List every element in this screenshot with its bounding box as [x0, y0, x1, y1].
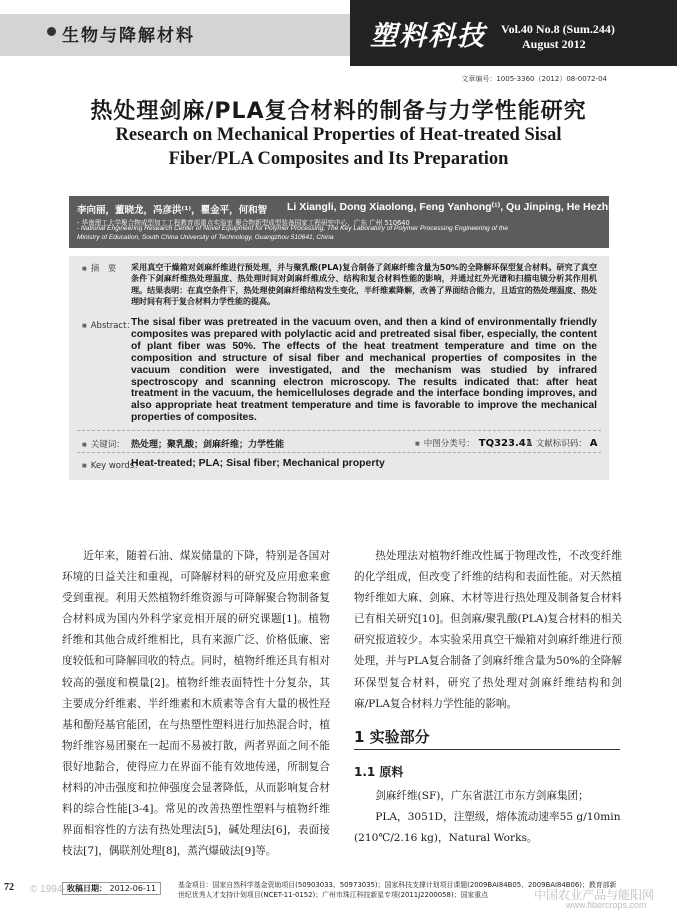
document-code-label: 文献标识码： — [535, 439, 587, 449]
watermark: 中国农业产品与能阳网 — [534, 888, 655, 902]
author-names-cn: 李向丽，董晓龙，冯彦洪⁽¹⁾，瞿金平，何和智 — [77, 205, 268, 216]
subsection-heading: 1.1 原料 — [354, 765, 404, 779]
article-number: 文章编号：1005-3360（2012）08-0072-04 — [461, 75, 607, 83]
title-english-line1: Research on Mechanical Properties of Heat-treated Sisal — [115, 125, 562, 145]
classification-number — [415, 437, 533, 449]
received-value: 2012-06-11 — [109, 884, 157, 893]
material-item: PLA，3051D，注塑级，熔体流动速率55 g/10min (210℃/2.16 kg)，Natural Works。 — [354, 811, 621, 844]
divider — [77, 430, 601, 431]
keywords-cn: 热处理；聚乳酸；剑麻纤维；力学性能 — [131, 440, 285, 450]
keywords-label-en: ■ Key words： — [82, 459, 143, 471]
funding-note: 基金项目：国家自然科学基金资助项目(50903033、50973035)；国家科技支撑计划项目课题(2009BAI84B05、2009BAI84B06)；教育部新世纪优秀人才支持计划项目(NCET-11-0152)；广州市珠江科技新星专项(2011J2200058)；国家重点 — [178, 881, 617, 899]
body-left-column — [62, 546, 330, 862]
document-code-value: A — [589, 438, 598, 449]
abstract-label-en: ■ Abstract： — [82, 319, 135, 331]
affiliation-en-1: - National Engineering Research Center of Novel Equipment for Polymer Processing, The Key Laboratory of Polymer Processing Engineering of the — [77, 225, 509, 232]
intro-paragraph: 近年来，随着石油、煤炭储量的下降，特别是各国对环境的日益关注和重视，可降解材料的研究及应用愈来愈受到重视。利用天然植物纤维资源与可降解聚合物制备复合材料成为国内外科学家竞相开展的研究课题[1]。植物纤维和其他合成纤维相比，具有来源广泛、价格低廉、密度较低和可降解回收的特点。同时，植物纤维还具有相对较高的强度和模量[2]。植物纤维表面特性十分复杂，其主要成分纤维素、半纤维素和木质素等含有大量的极性羟基和酚羟基官能团，在与热塑性塑料进行加热混合时，植物纤维容易团聚在一起而不易被打散，两者界面之间不能很好地黏合，使得应力在界面不能有效地传递，所制复合材料的冲击强度和拉伸强度会显著降低，从而影响复合材料的综合性能[3-4]。常见的改善热塑性塑料与植物纤维界面相容性的方法有热处理法[5]，碱处理法[6]，表面接枝法[7]，偶联剂处理[8]，蒸汽爆破法[9]等。 — [62, 550, 330, 858]
author-names-en: Li Xiangli, Dong Xiaolong, Feng Yanhong⁽¹⁾, Qu Jinping, He Hezhi — [287, 201, 612, 213]
classification-value: TQ323.41 — [478, 438, 533, 449]
volume-info: Vol.40 No.8 (Sum.244) — [501, 22, 615, 36]
author-box — [69, 196, 612, 248]
page-footer — [0, 876, 677, 919]
copyright-text: © 1994-2 — [30, 884, 72, 895]
abstract-en: The sisal fiber was pretreated in the vacuum oven, and then a kind of environmentally friendly composites was prepared with polylactic acid and pretreated sisal fiber, especially, the content of plant fiber was 50%. The effects of the heat treatment temperature and time on the composition and structure of sisal fiber and mechanical properties of composites in the vacuum condition were investigated, and the mechanism was studied by infrared spectroscopy and scanning electron microscopy. The results indicated that: after heat treatment in the vacuum, the hemicelluloses degrade and the interface bonding improves, and also appropriate heat treatment temperature and time is favorable to improve the mechanical properties of composites. — [131, 317, 597, 424]
material-item: 剑麻纤维(SF)，广东省湛江市东方剑麻集团； — [375, 790, 589, 802]
title-chinese: 热处理剑麻/PLA复合材料的制备与力学性能研究 — [90, 99, 587, 124]
section-name: 生物与降解材料 — [62, 26, 195, 46]
intro-paragraph-2: 热处理法对植物纤维改性属于物理改性，不改变纤维的化学组成，但改变了纤维的结构和表面性能。对天然植物纤维如大麻、剑麻、木材等进行热处理及制备复合材料已有相关研究[10]。但剑麻/聚乳酸(PLA)复合材料的相关研究报道较少。本实验采用真空干燥箱对剑麻纤维进行预处理，并与PLA复合制备了剑麻纤维含量为50%的全降解环保型复合材料，研究了热处理对剑麻纤维结构和剑麻/PLA复合材料力学性能的影响。 — [354, 550, 622, 710]
divider — [77, 452, 601, 453]
document-code — [527, 437, 598, 449]
journal-banner — [350, 0, 677, 66]
classification-label: 中图分类号： — [423, 439, 475, 449]
bullet-icon — [47, 27, 56, 36]
abstract-box — [69, 256, 609, 480]
title-english — [0, 123, 677, 171]
title-english-line2: Fiber/PLA Composites and Its Preparation — [168, 149, 509, 169]
affiliation-en-2: Ministry of Education, South China University of Technology, Guangzhou 510641, China — [77, 234, 334, 241]
page-number: 72 — [4, 882, 14, 893]
keywords-label-cn: ■ 关键词： — [82, 438, 125, 450]
section-banner — [0, 14, 356, 56]
received-date — [62, 882, 161, 895]
journal-logo: 塑料科技 — [370, 21, 486, 52]
page-header — [0, 0, 677, 66]
abstract-cn: 采用真空干燥箱对剑麻纤维进行预处理，并与聚乳酸(PLA)复合制备了剑麻纤维含量为50%的全降解环保型复合材料。研究了真空条件下剑麻纤维热处理温度、热处理时间对剑麻纤维成分、结构和复合材料性能的影响，并通过红外光谱和扫描电镜分析其作用机理。结果表明：在真空条件下，热处理使剑麻纤维结构发生变化，半纤维素降解，改善了界面结合能力，且适宜的热处理温度、热处理时间有利于复合材料力学性能的提高。 — [131, 263, 597, 306]
affiliation-cn: - 华南理工大学聚合物成型加工工程教育部重点实验室 聚合物新型成型装备国家工程研究中心，广东 广州 510640 — [77, 219, 410, 227]
keywords-en: Heat-treated; PLA; Sisal fiber; Mechanical property — [131, 457, 385, 469]
issue-date: August 2012 — [522, 37, 586, 51]
materials-list — [354, 786, 622, 849]
body-right-column — [354, 546, 622, 715]
watermark-url: www.fibercrops.com — [566, 900, 647, 910]
received-label: 收稿日期： — [67, 884, 107, 893]
abstract-label-cn: ■ 摘 要 — [82, 262, 116, 274]
section-heading: 1 实验部分 — [354, 726, 620, 750]
